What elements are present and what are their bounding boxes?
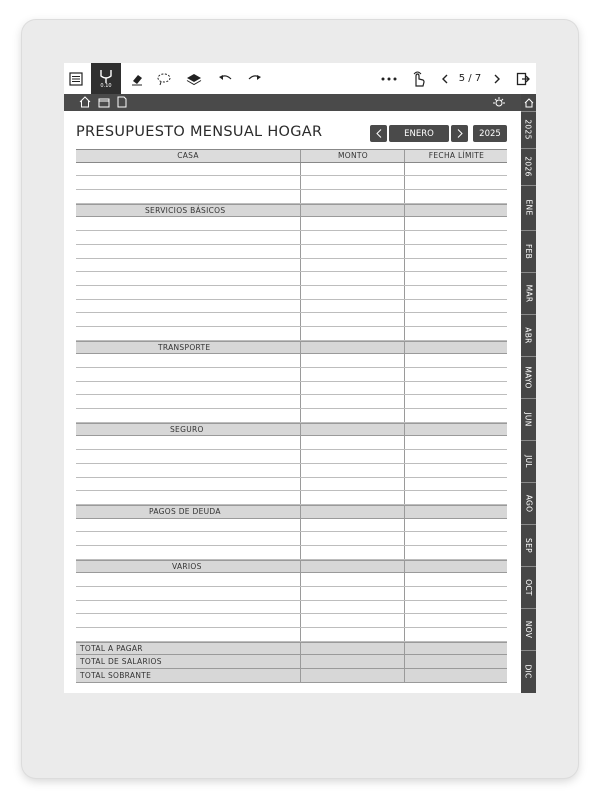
year-button[interactable]: 2025 (473, 125, 507, 142)
side-tab-nov[interactable]: NOV (521, 608, 536, 651)
table-row[interactable] (76, 614, 507, 628)
table-row[interactable] (76, 628, 507, 642)
undo-button[interactable] (214, 63, 236, 94)
total-row-salarios (76, 655, 507, 669)
redo-icon (247, 73, 263, 85)
prev-page-button[interactable] (436, 63, 454, 94)
total-label: TOTAL SOBRANTE (80, 670, 152, 680)
table-row[interactable] (76, 395, 507, 409)
column-header-monto: MONTO (300, 150, 405, 162)
table-row[interactable] (76, 217, 507, 231)
table-row[interactable] (76, 313, 507, 327)
page-title: PRESUPUESTO MENSUAL HOGAR (76, 124, 323, 140)
side-tab-mar[interactable]: MAR (521, 272, 536, 315)
category-row-transporte (76, 341, 507, 355)
table-row[interactable] (76, 231, 507, 245)
category-row-varios (76, 560, 507, 574)
chevron-left-icon (376, 129, 382, 138)
table-row[interactable] (76, 190, 507, 204)
category-label: SERVICIOS BÁSICOS (145, 206, 226, 216)
table-row[interactable] (76, 587, 507, 601)
table-row[interactable] (76, 382, 507, 396)
side-tab-bar (521, 94, 536, 693)
category-label: TRANSPORTE (158, 342, 211, 352)
pen-tool-button[interactable] (91, 63, 121, 94)
table-row[interactable] (76, 300, 507, 314)
layers-button[interactable] (182, 63, 206, 94)
next-month-button[interactable] (451, 125, 468, 142)
more-dots-icon (381, 77, 397, 81)
side-tab-year-2026[interactable]: 2026 (521, 148, 536, 186)
eraser-icon (130, 72, 144, 86)
side-tab-ago[interactable]: AGO (521, 482, 536, 525)
table-header-row (76, 149, 507, 163)
table-row[interactable] (76, 532, 507, 546)
table-row[interactable] (76, 450, 507, 464)
month-label: ENERO (389, 125, 449, 142)
redo-button[interactable] (244, 63, 266, 94)
category-row-servicios (76, 204, 507, 218)
table-row[interactable] (76, 409, 507, 423)
menu-button[interactable] (64, 63, 88, 94)
table-row[interactable] (76, 286, 507, 300)
pen-size-label: 0.10 (100, 82, 112, 89)
table-row[interactable] (76, 546, 507, 560)
table-row[interactable] (76, 601, 507, 615)
table-row[interactable] (76, 259, 507, 273)
total-row-sobrante (76, 669, 507, 683)
table-row[interactable] (76, 245, 507, 259)
planner-nav-bar (64, 94, 521, 111)
undo-icon (217, 73, 233, 85)
touch-toggle-button[interactable] (407, 63, 429, 94)
exit-door-icon (516, 72, 530, 86)
side-tab-ene[interactable]: ENE (521, 185, 536, 231)
side-tab-sep[interactable]: SEP (521, 524, 536, 567)
lasso-button[interactable] (152, 63, 176, 94)
layers-icon (186, 72, 202, 86)
table-row[interactable] (76, 478, 507, 492)
category-label: VARIOS (172, 561, 202, 571)
next-page-button[interactable] (488, 63, 506, 94)
folder-icon[interactable] (98, 96, 110, 108)
side-tab-jul[interactable]: JUL (521, 440, 536, 483)
home-icon (524, 98, 534, 108)
side-tab-year-2025[interactable]: 2025 (521, 111, 536, 149)
settings-sparkle-icon[interactable] (492, 96, 506, 108)
toolbar (64, 63, 536, 94)
table-row[interactable] (76, 272, 507, 286)
side-tab-jun[interactable]: JUN (521, 398, 536, 441)
home-icon[interactable] (79, 96, 91, 108)
table-row[interactable] (76, 436, 507, 450)
side-tab-mayo[interactable]: MAYO (521, 356, 536, 399)
prev-month-button[interactable] (370, 125, 387, 142)
lasso-select-icon (156, 72, 172, 86)
side-tab-abr[interactable]: ABR (521, 314, 536, 357)
category-label: SEGURO (170, 425, 204, 435)
column-header-fecha: FECHA LÍMITE (404, 150, 508, 162)
notes-icon[interactable] (116, 96, 128, 108)
table-row[interactable] (76, 368, 507, 382)
tablet-screen (64, 63, 536, 693)
category-row-pagos-deuda (76, 505, 507, 519)
side-tab-feb[interactable]: FEB (521, 230, 536, 273)
side-tab-dic[interactable]: DIC (524, 664, 533, 679)
touch-hand-icon (410, 70, 426, 88)
chevron-left-icon (441, 74, 449, 84)
column-header-casa: CASA (177, 151, 199, 161)
side-tab-oct[interactable]: OCT (521, 566, 536, 609)
table-row[interactable] (76, 327, 507, 341)
table-row[interactable] (76, 573, 507, 587)
chevron-right-icon (457, 129, 463, 138)
table-row[interactable] (76, 163, 507, 177)
table-row[interactable] (76, 354, 507, 368)
category-label: PAGOS DE DEUDA (149, 507, 221, 517)
list-menu-icon (69, 72, 83, 86)
more-options-button[interactable] (378, 63, 400, 94)
pen-tool-icon (99, 69, 113, 84)
table-row[interactable] (76, 464, 507, 478)
side-home-tab[interactable] (521, 94, 536, 112)
category-row-seguro (76, 423, 507, 437)
eraser-button[interactable] (126, 63, 148, 94)
chevron-right-icon (493, 74, 501, 84)
exit-button[interactable] (512, 63, 534, 94)
total-label: TOTAL A PAGAR (80, 644, 143, 654)
budget-table (76, 149, 507, 683)
table-row[interactable] (76, 176, 507, 190)
total-label: TOTAL DE SALARIOS (80, 657, 162, 667)
total-row-pagar (76, 642, 507, 656)
table-row[interactable] (76, 519, 507, 533)
page-indicator: 5 / 7 (458, 73, 482, 84)
table-row[interactable] (76, 491, 507, 505)
